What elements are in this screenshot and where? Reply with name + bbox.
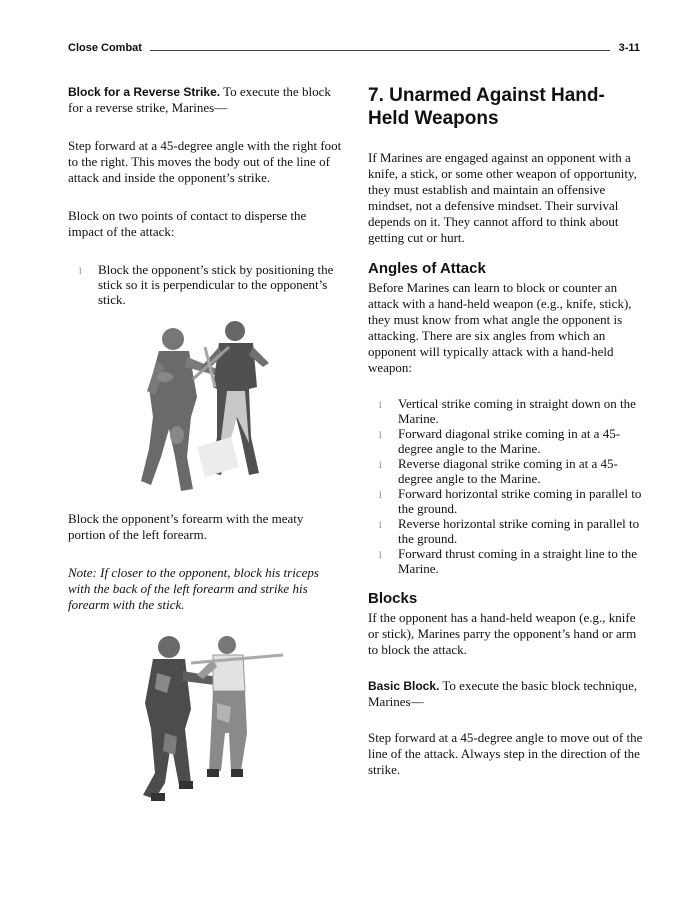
blocks-heading: Blocks (368, 590, 418, 607)
photo-reverse-strike-block (131, 317, 281, 497)
reverse-strike-title: Block for a Reverse Strike. (68, 85, 221, 99)
bullet-icon: l (379, 460, 382, 470)
bullet-icon: l (379, 550, 382, 560)
bullet-icon: l (379, 520, 382, 530)
blocks-paragraph: If the opponent has a hand-held weapon (e.g., knife or stick), Marines parry the opponent’s hand or arm to block the attack. (368, 610, 637, 657)
angles-list (368, 396, 644, 576)
angles-paragraph: Before Marines can learn to block or counter an attack with a hand-held weapon (e.g., knife, stick), they must know from what angle the opponent is attacking. There are six angles from which an opponent will typically attack with a hand-held weapon: (368, 280, 632, 375)
list-item: l Block the opponent’s stick by positioning the stick so it is perpendicular to the opponent’s stick. (79, 262, 334, 307)
list-item: l Reverse horizontal strike coming in parallel to the ground. (379, 516, 640, 546)
basic-block-paragraph (368, 678, 644, 710)
left-column (68, 84, 344, 805)
basic-step-paragraph: Step forward at a 45-degree angle to move out of the line of the attack. Always step in the direction of the strike. (368, 730, 643, 777)
step-forward-paragraph: Step forward at a 45-degree angle with the right foot to the right. This moves the body out of the line of attack and inside the opponent’s strike. (68, 138, 342, 185)
block-bullet-list (68, 262, 344, 307)
header-rule (150, 50, 610, 51)
list-item: l Reverse diagonal strike coming in at a 45-degree angle to the Marine. (379, 456, 618, 486)
block-two-points-paragraph: Block on two points of contact to disperse the impact of the attack: (68, 208, 307, 239)
header-section-title: Close Combat (68, 42, 142, 54)
right-column (368, 84, 644, 778)
reverse-strike-paragraph (68, 84, 344, 116)
list-item: l Forward diagonal strike coming in at a 45-degree angle to the Marine. (379, 426, 621, 456)
photo-forearm-block (121, 633, 291, 805)
angles-heading: Angles of Attack (368, 260, 486, 277)
forearm-block-paragraph: Block the opponent’s forearm with the meaty portion of the left forearm. (68, 511, 304, 542)
basic-block-title: Basic Block. (368, 679, 440, 693)
bullet-icon: l (379, 430, 382, 440)
header-page-number: 3-11 (618, 42, 640, 54)
bullet-icon: l (79, 266, 82, 276)
basic-block-intro: To execute the basic block technique, Marines— (368, 678, 638, 709)
list-item: l Forward horizontal strike coming in parallel to the ground. (379, 486, 642, 516)
bullet-icon: l (379, 400, 382, 410)
note-paragraph: Note: If closer to the opponent, block his triceps with the back of the left forearm and strike his forearm with the stick. (68, 565, 319, 612)
section-title: 7. Unarmed Against Hand-Held Weapons (368, 85, 605, 129)
bullet-icon: l (379, 490, 382, 500)
reverse-strike-intro: To execute the block for a reverse strike, Marines— (68, 84, 331, 115)
running-header (68, 42, 640, 60)
intro-paragraph: If Marines are engaged against an opponent with a knife, a stick, or some other weapon of opportunity, they must establish and maintain an offensive mindset, not a defensive mindset. Their survival depends on it. They cannot afford to think about getting cut or hurt. (368, 150, 637, 245)
list-item: l Forward thrust coming in a straight line to the Marine. (379, 546, 638, 576)
list-item: l Vertical strike coming in straight down on the Marine. (379, 396, 636, 426)
